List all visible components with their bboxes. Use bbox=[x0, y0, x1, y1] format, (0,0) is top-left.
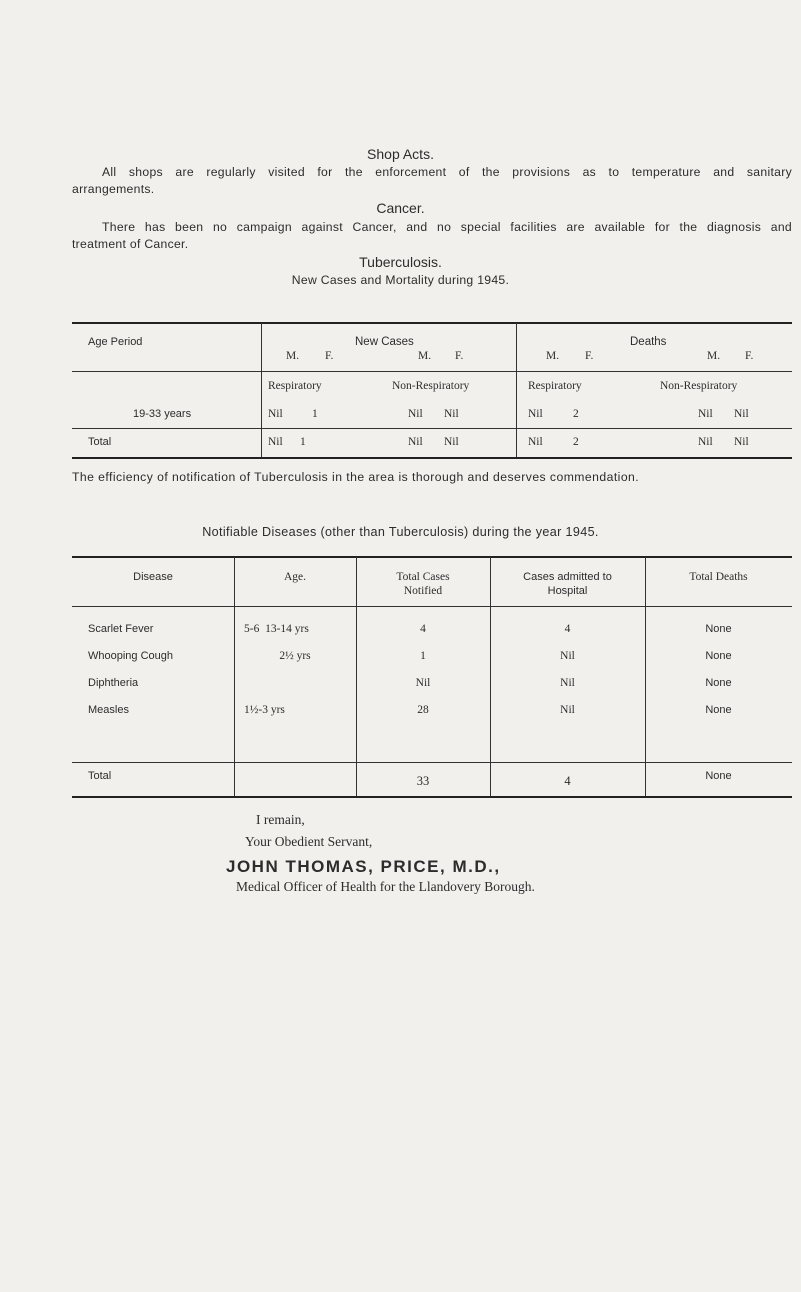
tb-total-new-nonresp-m: Nil bbox=[408, 436, 423, 448]
nd-table-bottom-rule bbox=[72, 796, 792, 798]
nd-col-total-cases-l1: Total Cases bbox=[396, 571, 450, 583]
tb-total-death-nonresp-f: Nil bbox=[734, 436, 749, 448]
cancer-line1: There has been no campaign against Cancer, and no special facilities are available for the diagnosis and bbox=[102, 220, 792, 234]
tb-row-new-resp-m: Nil bbox=[268, 408, 283, 420]
nd-total-deaths: None bbox=[705, 770, 732, 782]
tb-total-death-nonresp-m: Nil bbox=[698, 436, 713, 448]
nd-table-total-rule bbox=[72, 762, 792, 763]
tb-col-new-cases: New Cases bbox=[355, 336, 414, 348]
tuberculosis-subheading: New Cases and Mortality during 1945. bbox=[291, 273, 510, 287]
nd-table-header-rule bbox=[72, 606, 792, 607]
tb-col-deaths: Deaths bbox=[630, 336, 667, 348]
tb-row-death-nonresp-f: Nil bbox=[734, 408, 749, 420]
tb-row-new-nonresp-f: Nil bbox=[444, 408, 459, 420]
tb-total-death-resp-m: Nil bbox=[528, 436, 543, 448]
tb-death-f2: F. bbox=[745, 350, 754, 362]
tb-row-age: 19-33 years bbox=[133, 408, 192, 420]
nd-row-4-deaths: None bbox=[705, 704, 732, 716]
nd-col-total-deaths: Total Deaths bbox=[689, 571, 748, 583]
tb-total-label: Total bbox=[88, 436, 112, 448]
tb-row-new-resp-f: 1 bbox=[312, 408, 318, 420]
tb-total-death-resp-f: 2 bbox=[573, 436, 579, 448]
shop-acts-heading: Shop Acts. bbox=[367, 146, 434, 162]
nd-row-4-admitted: Nil bbox=[560, 704, 575, 716]
closing-title: Medical Officer of Health for the Llandovery Borough. bbox=[236, 879, 535, 894]
nd-row-3-notified: Nil bbox=[415, 677, 431, 689]
tuberculosis-heading: Tuberculosis. bbox=[359, 254, 442, 270]
tb-death-m: M. bbox=[546, 350, 560, 362]
tb-total-new-resp-m: Nil bbox=[268, 436, 283, 448]
nd-row-2-deaths: None bbox=[705, 650, 732, 662]
tb-new-f: F. bbox=[325, 350, 334, 362]
tb-death-f: F. bbox=[585, 350, 594, 362]
tb-table-header-rule bbox=[72, 371, 792, 372]
nd-row-4-disease: Measles bbox=[88, 704, 129, 716]
tb-notification-note: The efficiency of notification of Tuberculosis in the area is thorough and deserves commendation. bbox=[72, 470, 640, 484]
tb-total-new-resp-f: 1 bbox=[300, 436, 306, 448]
tb-table-divider-2 bbox=[516, 323, 517, 457]
nd-row-1-notified: 4 bbox=[420, 623, 426, 635]
nd-row-3-disease: Diphtheria bbox=[88, 677, 139, 689]
closing-signature-name: JOHN THOMAS, PRICE, M.D., bbox=[226, 857, 501, 876]
cancer-line2: treatment of Cancer. bbox=[72, 237, 189, 251]
tb-table-top-rule bbox=[72, 322, 792, 324]
nd-row-3-admitted: Nil bbox=[560, 677, 575, 689]
closing-remain: I remain, bbox=[256, 812, 305, 827]
nd-table-divider-1 bbox=[234, 557, 235, 796]
nd-total-notified: 33 bbox=[416, 774, 430, 788]
shop-acts-line2: arrangements. bbox=[72, 182, 155, 196]
nd-total-admitted: 4 bbox=[564, 774, 571, 788]
tb-new-respiratory: Respiratory bbox=[268, 380, 322, 392]
nd-col-total-cases-l2: Notified bbox=[403, 585, 443, 597]
nd-total-label: Total bbox=[88, 770, 112, 782]
nd-row-3-deaths: None bbox=[705, 677, 732, 689]
nd-row-2-disease: Whooping Cough bbox=[88, 650, 174, 662]
tb-death-m2: M. bbox=[707, 350, 721, 362]
tb-new-f2: F. bbox=[455, 350, 464, 362]
tb-new-m: M. bbox=[286, 350, 300, 362]
nd-col-disease: Disease bbox=[133, 571, 173, 583]
tb-row-death-resp-f: 2 bbox=[573, 408, 579, 420]
cancer-heading: Cancer. bbox=[376, 200, 425, 216]
tb-new-m2: M. bbox=[418, 350, 432, 362]
tb-row-death-resp-m: Nil bbox=[528, 408, 543, 420]
tb-table-divider-1 bbox=[261, 323, 262, 457]
nd-row-1-disease: Scarlet Fever bbox=[88, 623, 154, 635]
notifiable-heading: Notifiable Diseases (other than Tuberculosis) during the year 1945. bbox=[202, 525, 599, 539]
tb-table-bottom-rule bbox=[72, 457, 792, 459]
tb-row-death-nonresp-m: Nil bbox=[698, 408, 713, 420]
nd-table-top-rule bbox=[72, 556, 792, 558]
tb-total-new-nonresp-f: Nil bbox=[444, 436, 459, 448]
nd-row-2-notified: 1 bbox=[420, 650, 426, 662]
nd-row-4-notified: 28 bbox=[417, 704, 429, 716]
nd-row-1-admitted: 4 bbox=[564, 623, 571, 635]
tb-row-new-nonresp-m: Nil bbox=[408, 408, 423, 420]
nd-col-admitted-l2: Hospital bbox=[547, 585, 588, 597]
nd-col-admitted-l1: Cases admitted to bbox=[523, 571, 612, 583]
tb-table-total-rule bbox=[72, 428, 792, 429]
nd-row-4-age: 1½-3 yrs bbox=[244, 704, 285, 716]
nd-row-2-admitted: Nil bbox=[560, 650, 575, 662]
nd-row-1-age: 5-6 13-14 yrs bbox=[244, 623, 309, 635]
tb-new-non-respiratory: Non-Respiratory bbox=[392, 380, 470, 392]
tb-death-non-respiratory: Non-Respiratory bbox=[660, 380, 738, 392]
shop-acts-line1: All shops are regularly visited for the enforcement of the provisions as to temperature and sanitary bbox=[102, 165, 792, 179]
nd-row-1-deaths: None bbox=[705, 623, 732, 635]
tb-col-age-period: Age Period bbox=[88, 336, 143, 348]
nd-row-2-age: 2½ yrs bbox=[279, 650, 311, 662]
tb-death-respiratory: Respiratory bbox=[528, 380, 582, 392]
nd-col-age: Age. bbox=[283, 571, 307, 583]
closing-servant: Your Obedient Servant, bbox=[245, 834, 373, 849]
